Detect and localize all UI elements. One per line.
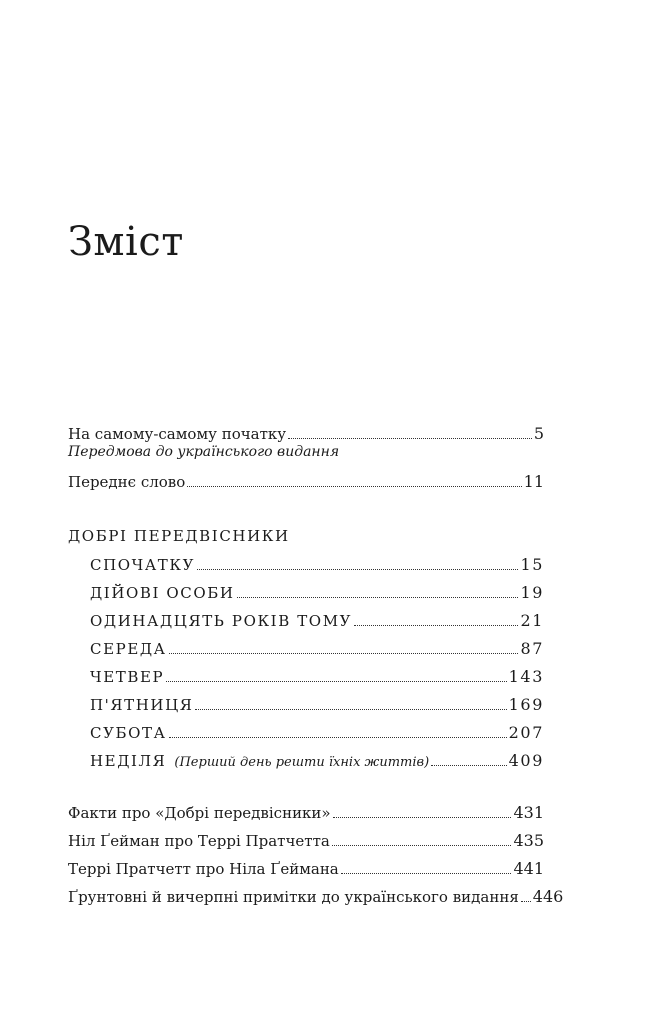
- toc-entry-label: Переднє слово: [68, 473, 186, 491]
- toc-chapter-label: СУБОТА: [90, 724, 167, 742]
- toc-chapter-7[interactable]: [90, 723, 544, 743]
- toc-chapter-1[interactable]: [90, 555, 544, 575]
- toc-entry-back-2[interactable]: [68, 831, 544, 851]
- dot-leader: [169, 737, 507, 738]
- toc-entry-page: 431: [513, 803, 544, 822]
- toc-chapter-label: СПОЧАТКУ: [90, 556, 196, 574]
- part-heading: ДОБРІ ПЕРЕДВІСНИКИ: [68, 527, 290, 545]
- toc-entry-label: Террі Пратчетт про Ніла Ґеймана: [68, 860, 339, 878]
- toc-entry-label: Ніл Ґейман про Террі Пратчетта: [68, 832, 330, 850]
- toc-entry-subtitle: Передмова до українського видання: [68, 444, 340, 460]
- toc-chapter-3[interactable]: [90, 611, 544, 631]
- dot-leader: [332, 845, 512, 846]
- toc-chapter-8[interactable]: [90, 751, 544, 773]
- page-title: Зміст: [68, 219, 184, 265]
- toc-chapter-page: 143: [508, 667, 544, 686]
- dot-leader: [341, 873, 512, 874]
- dot-leader: [197, 569, 518, 570]
- toc-chapter-note: (Перший день решти їхніх життів): [174, 755, 430, 770]
- toc-entry-label: Факти про «Добрі передвісники»: [68, 804, 331, 822]
- dot-leader: [195, 709, 506, 710]
- toc-chapter-page: 19: [520, 583, 544, 602]
- dot-leader: [169, 653, 519, 654]
- toc-chapter-2[interactable]: [90, 583, 544, 603]
- toc-entry-front-2[interactable]: [68, 472, 544, 492]
- toc-chapter-page: 409: [508, 751, 544, 770]
- toc-chapter-label: ЧЕТВЕР: [90, 668, 165, 686]
- toc-entry-front-1[interactable]: [68, 424, 544, 444]
- toc-entry-back-3[interactable]: [68, 859, 544, 879]
- toc-chapter-label: СЕРЕДА: [90, 640, 167, 658]
- toc-chapter-page: 207: [508, 723, 544, 742]
- dot-leader: [166, 681, 506, 682]
- toc-entry-label: Ґрунтовні й вичерпні примітки до українського видання: [68, 888, 519, 906]
- dot-leader: [333, 817, 512, 818]
- toc-chapter-label: ДІЙОВІ ОСОБИ: [90, 584, 235, 602]
- toc-chapter-4[interactable]: [90, 639, 544, 659]
- dot-leader: [187, 486, 521, 487]
- toc-chapter-page: 15: [520, 555, 544, 574]
- toc-chapter-5[interactable]: [90, 667, 544, 687]
- dot-leader: [237, 597, 519, 598]
- toc-chapter-label: П'ЯТНИЦЯ: [90, 696, 194, 714]
- toc-entry-page: 5: [533, 424, 544, 443]
- toc-chapter-6[interactable]: [90, 695, 544, 715]
- toc-chapter-title: НЕДІЛЯ: [90, 752, 167, 770]
- dot-leader: [288, 438, 532, 439]
- toc-chapter-page: 169: [508, 695, 544, 714]
- toc-entry-back-1[interactable]: [68, 803, 544, 823]
- toc-chapter-label: ОДИНАДЦЯТЬ РОКІВ ТОМУ: [90, 612, 353, 630]
- dot-leader: [431, 765, 507, 766]
- toc-chapter-label: [90, 751, 429, 773]
- dot-leader: [521, 901, 531, 902]
- toc-chapter-page: 87: [520, 639, 544, 658]
- toc-entry-page: 446: [532, 887, 564, 906]
- toc-entry-label: На самому-самому початку: [68, 425, 287, 443]
- toc-entry-page: 441: [513, 859, 544, 878]
- toc-entry-back-4[interactable]: [68, 887, 564, 907]
- dot-leader: [354, 625, 518, 626]
- toc-entry-page: 435: [513, 831, 544, 850]
- toc-chapter-page: 21: [520, 611, 544, 630]
- toc-entry-page: 11: [523, 472, 544, 491]
